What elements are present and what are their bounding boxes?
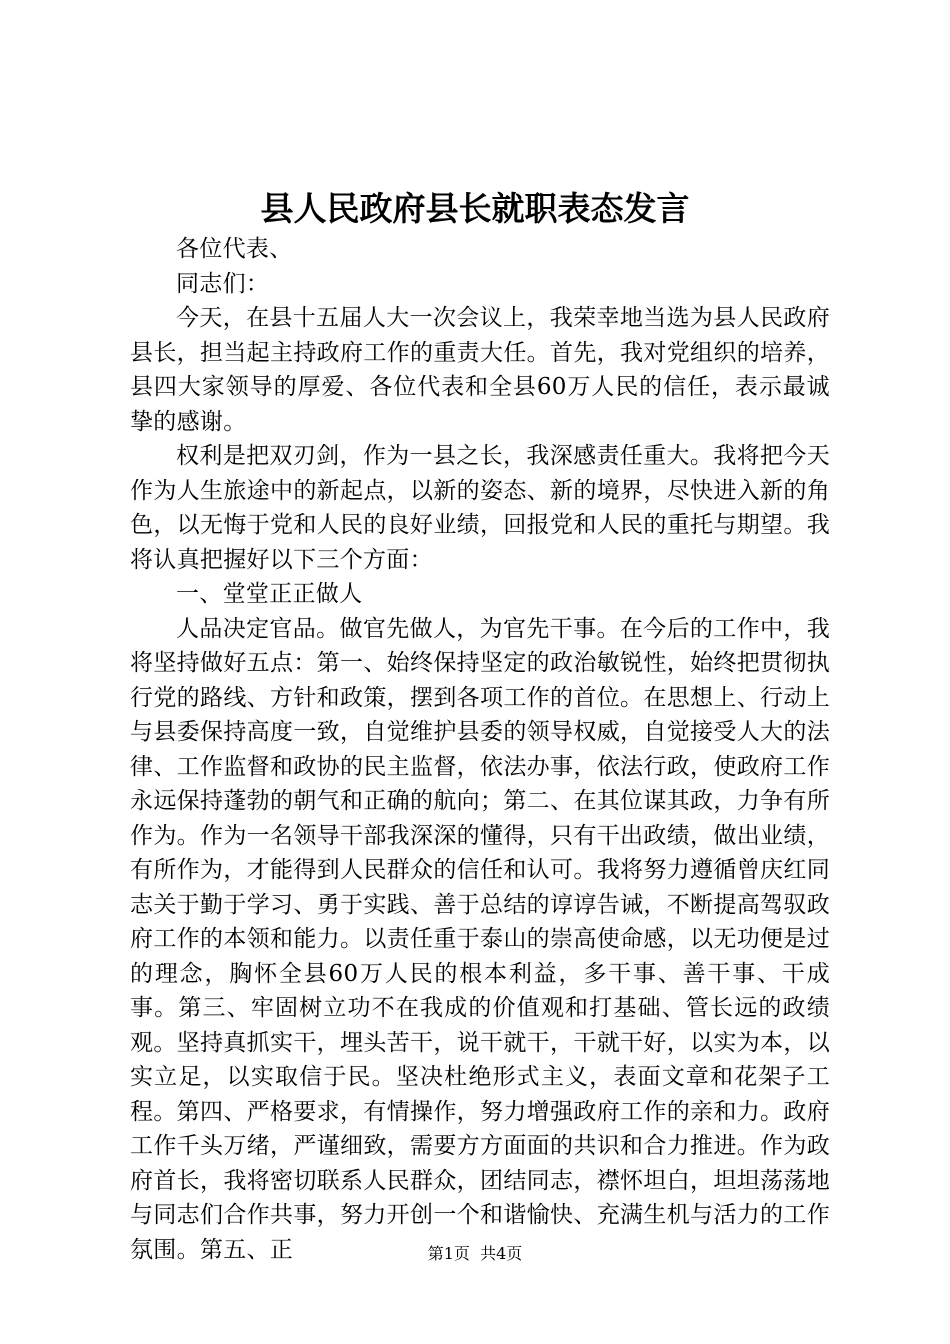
paragraph-responsibility: 权利是把双刃剑，作为一县之长，我深感责任重大。我将把今天作为人生旅途中的新起点，以新的姿态、新的境界，尽快进入新的角色，以无悔于党和人民的良好业绩，回报党和人民的重托与期望。我将认真把握好以下三个方面： xyxy=(130,443,830,573)
page-number: 第1页 xyxy=(427,1244,470,1263)
section-heading-1: 一、堂堂正正做人 xyxy=(176,581,363,607)
page-total: 共4页 xyxy=(480,1244,523,1263)
salutation-delegates: 各位代表、 xyxy=(176,236,293,262)
paragraph-five-points: 人品决定官品。做官先做人，为官先干事。在今后的工作中，我将坚持做好五点：第一、始终保持坚定的政治敏锐性，始终把贯彻执行党的路线、方针和政策，摆到各项工作的首位。在思想上、行动上与县委保持高度一致，自觉维护县委的领导权威，自觉接受人大的法律、工作监督和政协的民主监督，依法办事，依法行政，使政府工作永远保持蓬勃的朝气和正确的航向；第二、在其位谋其政，力争有所作为。作为一名领导干部我深深的懂得，只有干出政绩，做出业绩，有所作为，才能得到人民群众的信任和认可。我将努力遵循曾庆红同志关于勤于学习、勇于实践、善于总结的谆谆告诫，不断提高驾驭政府工作的本领和能力。以责任重于泰山的崇高使命感，以无功便是过的理念，胸怀全县60万人民的根本利益，多干事、善干事、干成事。第三、牢固树立功不在我成的价值观和打基础、管长远的政绩观。坚持真抓实干，埋头苦干，说干就干，干就干好，以实为本，以实立足，以实取信于民。坚决杜绝形式主义，表面文章和花架子工程。第四、严格要求，有情操作，努力增强政府工作的亲和力。政府工作千头万绪，严谨细致，需要方方面面的共识和合力推进。作为政府首长，我将密切联系人民群众，团结同志，襟怀坦白，坦坦荡荡地与同志们合作共事，努力开创一个和谐愉快、充满生机与活力的工作氛围。第五、正 xyxy=(130,615,830,1263)
document-body xyxy=(130,232,830,1267)
salutation-comrades: 同志们： xyxy=(176,270,270,297)
page-footer xyxy=(0,1243,950,1265)
paragraph-opening: 今天，在县十五届人大一次会议上，我荣幸地当选为县人民政府县长，担当起主持政府工作的重责大任。首先，我对党组织的培养，县四大家领导的厚爱、各位代表和全县60万人民的信任，表示最诚挚的感谢。 xyxy=(130,305,830,435)
document-title: 县人民政府县长就职表态发言 xyxy=(260,189,690,228)
